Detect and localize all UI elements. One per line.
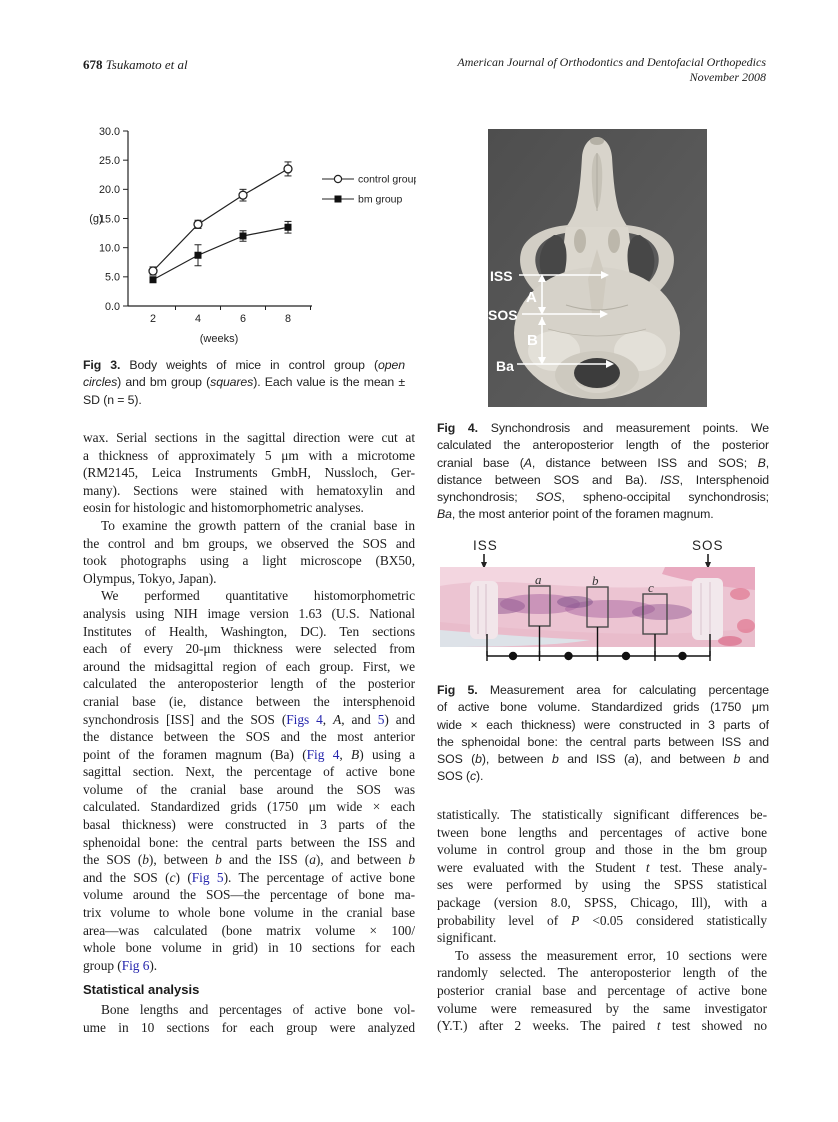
text-segment: Fig 4.	[437, 421, 478, 435]
text-line	[83, 781, 415, 799]
text-line	[83, 623, 415, 641]
text-line	[83, 535, 415, 553]
text-segment: sagittal section. Next, the percentage of active bone	[83, 764, 415, 780]
text-segment: b	[408, 852, 415, 868]
journal-title: American Journal of Orthodontics and Dentofacial Orthopedics	[457, 55, 766, 69]
text-segment: To assess the measurement error, 10 sections were	[455, 947, 767, 963]
text-segment: point of the foramen magnum (Ba) (	[83, 746, 307, 762]
text-segment: <0.05 considered statistically	[579, 912, 767, 928]
text-segment: synchondrosis;	[437, 490, 536, 505]
fig4-label-a: A	[526, 289, 537, 306]
text-segment: c	[469, 769, 477, 784]
text-segment: , Intersphenoid	[679, 472, 769, 487]
text-segment: eosin for histologic and histomorphometric analyses.	[83, 500, 364, 516]
svg-text:30.0: 30.0	[98, 125, 120, 138]
text-line	[83, 658, 415, 676]
text-segment: volume in control group and those in the bm group	[437, 842, 767, 858]
text-segment: test showed no	[660, 1018, 767, 1034]
text-line	[83, 1001, 415, 1019]
running-head-right	[366, 55, 766, 85]
text-segment: a	[309, 852, 316, 868]
text-segment: ), between	[148, 852, 216, 868]
text-line	[437, 437, 769, 454]
text-segment: ), and between	[634, 752, 734, 767]
text-line	[437, 912, 767, 930]
fig5-label-a: a	[535, 572, 542, 587]
text-segment: Bone lengths and percentages of active bone vol-	[101, 1002, 415, 1017]
text-segment: around the midsagittal region of each group. First, we	[83, 658, 415, 674]
text-segment: squares	[210, 375, 254, 390]
text-segment: SD (n = 5).	[83, 392, 142, 407]
svg-text:8: 8	[284, 313, 292, 325]
fig4-label-ba: Ba	[496, 358, 514, 374]
text-segment: (RM2145, Leica Instruments GmbH, Nussloch, Ger-	[83, 465, 415, 481]
text-line	[437, 964, 767, 982]
text-line	[437, 806, 767, 824]
text-segment: ).	[149, 957, 158, 973]
text-line	[437, 768, 769, 785]
text-line	[83, 746, 415, 764]
text-segment: ). Each value is the mean ±	[253, 375, 405, 390]
text-segment: and ISS (	[558, 752, 628, 767]
text-segment: basal thickness) were constructed in 3 parts of the	[83, 817, 415, 833]
fig5-label-b: b	[592, 573, 599, 588]
text-segment: ). The percentage of active bone	[223, 869, 415, 885]
svg-text:20.0: 20.0	[98, 184, 120, 197]
text-line	[83, 711, 415, 729]
text-segment: c	[169, 869, 176, 885]
text-line	[437, 929, 767, 947]
text-segment: b	[475, 752, 482, 767]
text-segment: B	[351, 746, 360, 762]
text-segment: A	[523, 455, 532, 470]
text-segment: Institutes of Health, Washington, DC). Ten sections	[83, 623, 415, 639]
text-segment: distance between SOS and Ba).	[437, 472, 661, 487]
text-segment: ume in 10 sections for each group were analyzed	[83, 1019, 415, 1035]
fig3-caption	[83, 357, 405, 409]
text-segment: To examine the growth pattern of the cranial base in	[101, 517, 415, 533]
running-head-left	[83, 57, 188, 73]
text-segment: , and	[341, 711, 378, 727]
text-segment: calculated the anteroposterior length of the posterior	[83, 676, 415, 692]
text-line	[83, 429, 415, 447]
text-segment: posterior cranial base and percentage of active bone	[437, 982, 767, 998]
text-line	[437, 734, 769, 751]
text-segment: of active bone volume. Standardized grids (1750 μm	[437, 700, 769, 715]
svg-text:5.0: 5.0	[104, 271, 120, 284]
text-line	[83, 675, 415, 693]
text-line	[437, 1000, 767, 1018]
text-line	[83, 869, 415, 887]
text-line	[437, 472, 769, 489]
text-segment: significant.	[437, 930, 497, 946]
text-line	[83, 728, 415, 746]
text-line	[83, 374, 405, 391]
fig4-label-b: B	[527, 332, 538, 349]
text-segment: a thickness of approximately 5 μm with a microtome	[83, 447, 415, 463]
text-segment: area—was calculated (bone matrix volume × 100/	[83, 922, 415, 938]
text-segment: ,	[765, 455, 769, 470]
text-segment: P	[571, 912, 580, 928]
text-segment: took photographs using a light microscope (BX50,	[83, 553, 415, 569]
text-segment: ,	[322, 711, 334, 727]
text-line	[83, 834, 415, 852]
text-line	[83, 570, 415, 588]
text-segment: the distance between the SOS and the most anterior	[83, 729, 415, 745]
text-line	[83, 1019, 415, 1037]
text-line	[83, 922, 415, 940]
fig5-label-iss: ISS	[473, 538, 498, 553]
text-segment: probability level of	[437, 912, 572, 928]
text-segment: We performed quantitative histomorphometric	[101, 588, 415, 604]
text-segment: group (	[83, 957, 122, 973]
text-line	[83, 499, 415, 517]
text-segment: the SOS (	[83, 852, 143, 868]
text-segment: a	[627, 752, 635, 767]
text-segment: Tsukamoto et al	[105, 57, 188, 72]
skull-image	[488, 129, 707, 407]
fig4-label-sos: SOS	[488, 307, 518, 323]
text-segment: ISS	[660, 472, 680, 487]
text-segment: package (version 8.0, SPSS, Chicago, Ill), with a	[437, 894, 767, 910]
text-segment: ) and	[384, 711, 415, 727]
text-segment: and	[740, 752, 769, 767]
text-line	[83, 957, 415, 975]
text-segment: ) and bm group (	[117, 375, 211, 390]
svg-text:10.0: 10.0	[98, 242, 120, 255]
text-segment: ).	[476, 769, 484, 784]
text-segment: SOS (	[437, 769, 470, 784]
text-line	[437, 947, 767, 965]
text-segment: B	[757, 455, 766, 470]
text-segment: 678	[83, 57, 103, 72]
fig5-caption	[437, 682, 769, 786]
text-segment: Olympus, Tokyo, Japan).	[83, 570, 217, 586]
text-line	[437, 751, 769, 768]
text-line	[437, 699, 769, 716]
text-segment: many). Sections were stained with hematoxylin and	[83, 482, 415, 498]
svg-text:bm group: bm group	[358, 193, 403, 206]
text-segment: , the most anterior point of the foramen magnum.	[451, 507, 714, 522]
text-segment: circles	[83, 375, 118, 390]
text-line	[437, 841, 767, 859]
fig5-label-c: c	[648, 580, 654, 595]
fig5-label-sos: SOS	[692, 538, 724, 553]
text-line	[83, 392, 405, 409]
figure-reference-link[interactable]: Figs 4	[286, 711, 323, 727]
text-line	[437, 489, 769, 506]
text-segment: (Y.T.) after 2 weeks. The paired	[437, 1018, 657, 1034]
text-segment: Ba	[437, 507, 452, 522]
text-line	[437, 455, 769, 472]
text-segment: the sphenoidal bone: the central parts between ISS and	[437, 734, 769, 749]
text-segment: b	[552, 752, 559, 767]
text-segment: synchondrosis [ISS] and the SOS (	[83, 711, 287, 727]
text-segment: statistically. The statistically significant differences be-	[437, 807, 767, 822]
text-segment: , spheno-occipital synchondrosis;	[561, 490, 769, 505]
text-segment: were evaluated with the Student	[437, 859, 646, 875]
text-segment: calculated the anteroposterior length of the posterior	[437, 438, 769, 453]
figure-reference-link[interactable]: Fig 6	[121, 957, 150, 973]
svg-text:25.0: 25.0	[98, 154, 120, 167]
svg-text:(g): (g)	[89, 213, 103, 225]
text-line	[437, 876, 767, 894]
right-column-text	[437, 806, 767, 1035]
text-line	[83, 464, 415, 482]
fig3-body-weight-chart	[66, 116, 416, 356]
text-segment: ), between	[481, 752, 552, 767]
text-segment: cranial base (ie, distance between the intersphenoid	[83, 693, 415, 709]
svg-text:control group: control group	[358, 173, 416, 186]
text-line	[83, 763, 415, 781]
text-segment: SOS (	[437, 752, 476, 767]
left-column-text	[83, 429, 415, 974]
text-segment: Synchondrosis and measurement points. We	[477, 421, 769, 435]
text-segment: ) using a	[359, 746, 415, 762]
figure-reference-link[interactable]: 5	[377, 711, 385, 727]
text-line	[83, 798, 415, 816]
text-segment: wide × each thickness) were constructed in 3 parts of	[437, 717, 769, 732]
text-line	[83, 482, 415, 500]
text-segment: whole bone volume in grid) in 10 sections for each	[83, 940, 415, 956]
text-line	[83, 552, 415, 570]
text-segment: randomly selected. The anteroposterior length of the	[437, 965, 767, 981]
line-chart-svg	[66, 116, 416, 356]
text-segment: Measurement area for calculating percentage	[477, 683, 769, 697]
text-line	[437, 859, 767, 877]
text-segment: b	[733, 752, 741, 767]
left-column-text-2	[83, 1001, 415, 1036]
fig4-caption	[437, 420, 769, 524]
journal-issue-date: November 2008	[689, 70, 766, 84]
text-line	[83, 816, 415, 834]
histology-image	[440, 534, 755, 669]
fig4-label-iss: ISS	[490, 268, 513, 284]
svg-text:15.0: 15.0	[98, 213, 120, 226]
text-segment: test. These analy-	[649, 859, 767, 875]
text-segment: cranial base (	[437, 455, 524, 470]
text-segment: t	[656, 1018, 661, 1034]
figure-reference-link[interactable]: Fig 4	[306, 746, 340, 762]
text-segment: Fig 5.	[437, 683, 478, 697]
svg-text:(weeks): (weeks)	[199, 333, 239, 345]
svg-text:0.0: 0.0	[104, 300, 120, 313]
text-segment: wax. Serial sections in the sagittal direction were cut at	[83, 430, 415, 445]
text-segment: open	[378, 358, 405, 372]
text-segment: the control and bm groups, we observed the SOS and	[83, 535, 415, 551]
down-arrows	[484, 554, 708, 563]
text-line	[83, 904, 415, 922]
text-line	[437, 894, 767, 912]
text-line	[83, 587, 415, 605]
text-segment: ,	[339, 746, 352, 762]
figure-reference-link[interactable]: Fig 5	[191, 869, 224, 885]
fig5-histology-figure	[440, 534, 755, 669]
text-segment: trix volume to whole bone volume in the cranial base	[83, 905, 415, 921]
text-line	[83, 605, 415, 623]
text-segment: Fig 3.	[83, 358, 121, 372]
text-segment: and the ISS (	[221, 852, 310, 868]
text-line	[437, 982, 767, 1000]
text-segment: and the SOS (	[83, 869, 170, 885]
fig4-skull-photo	[488, 129, 707, 407]
text-segment: Body weights of mice in control group (	[120, 358, 379, 372]
text-line	[83, 517, 415, 535]
text-segment: volume of the cranial base around the SOS was	[83, 781, 415, 797]
text-segment: sphenoidal bone: the central parts between the ISS and	[83, 834, 415, 850]
text-segment: b	[215, 852, 222, 868]
text-segment: each of every 20-μm thickness were selected from	[83, 641, 415, 657]
text-segment: analysis using NIH image version 1.63 (U.S. National	[83, 605, 415, 621]
text-segment: b	[142, 852, 149, 868]
text-segment: ) (	[175, 869, 192, 885]
text-line	[83, 693, 415, 711]
svg-text:4: 4	[194, 313, 202, 325]
text-segment: , distance between ISS and SOS;	[531, 455, 758, 470]
text-line	[83, 939, 415, 957]
text-line	[437, 682, 769, 699]
text-line	[437, 420, 769, 437]
text-segment: t	[645, 859, 650, 875]
svg-text:2: 2	[149, 313, 157, 325]
text-line	[437, 824, 767, 842]
text-line	[83, 357, 405, 374]
text-line	[437, 506, 769, 523]
text-line	[437, 717, 769, 734]
text-segment: SOS	[535, 490, 562, 505]
text-segment: A	[333, 711, 342, 727]
text-segment: tween bone lengths and percentages of active bone	[437, 824, 767, 840]
text-line	[83, 851, 415, 869]
text-segment: ), and between	[315, 852, 409, 868]
text-segment: calculated. Standardized grids (1750 μm wide × each	[83, 799, 415, 815]
section-heading: Statistical analysis	[83, 982, 200, 997]
text-line	[83, 886, 415, 904]
text-segment: ses were performed by using the SPSS statistical	[437, 877, 767, 893]
text-segment: volume were remeasured by the same investigator	[437, 1000, 767, 1016]
text-line	[437, 1017, 767, 1035]
svg-text:6: 6	[239, 313, 247, 325]
text-line	[83, 447, 415, 465]
text-line	[83, 640, 415, 658]
text-segment: volume around the SOS—the percentage of bone ma-	[83, 887, 415, 903]
